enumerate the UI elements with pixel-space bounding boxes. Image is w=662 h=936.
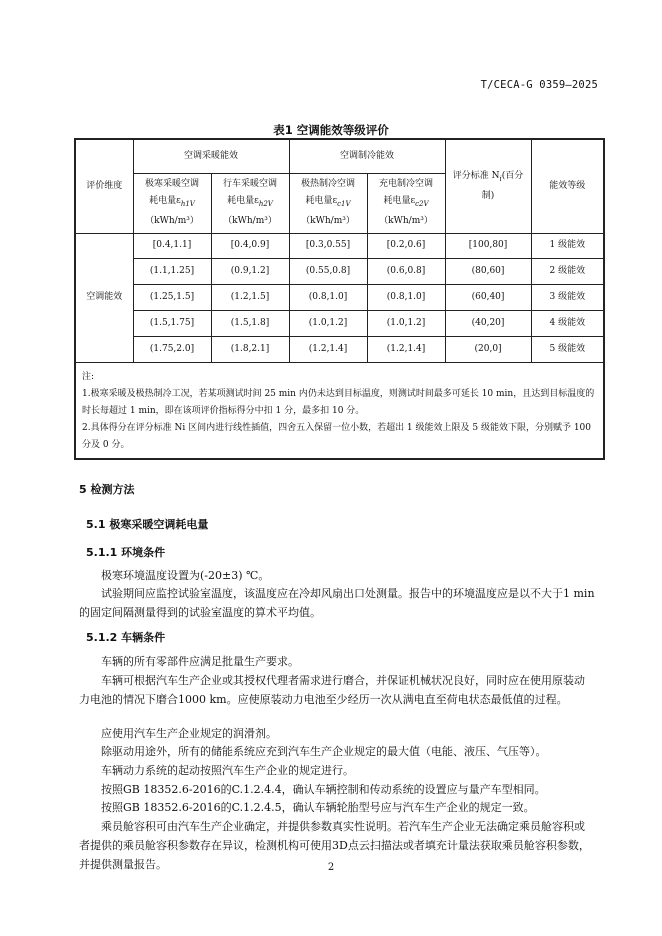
header-cooling-group: 空调制冷能效 [289,139,445,173]
table-cell: [100,80] [445,233,531,258]
table-row [75,310,604,336]
table-cell: (0.55,0.8] [289,258,367,284]
table-cell: 2 级能效 [531,258,604,284]
table-cell: (1.5,1.8] [211,310,289,336]
table-cell: (1.8,2.1] [211,336,289,362]
paragraph: 应使用汽车生产企业规定的润滑剂。 [101,727,277,740]
table-cell: (1.5,1.75] [133,310,211,336]
table-cell: (40,20] [445,310,531,336]
header-h2: 行车采暖空调 耗电量$\varepsilon_{h2V}$ （kWh/m³） [211,173,289,233]
table-cell: 1 级能效 [531,233,604,258]
row-label: 空调能效 [75,233,133,362]
energy-efficiency-table [74,138,605,460]
table-cell: [0.2,0.6] [367,233,445,258]
table-cell: (1.75,2.0] [133,336,211,362]
table-cell: (1.2,1.4] [289,336,367,362]
note-1: 1.极寒采暖及极热制冷工况，若某项测试时间 25 min 内仍未达到目标温度，则测试时间最多可延长 10 min，且达到目标温度的时长每超过 1 min，即在该项评价指标得分中扣 1 分，最多扣 10 分。 [82,388,595,416]
table-cell: 4 级能效 [531,310,604,336]
table-row [75,233,604,258]
paragraph: 按照GB 18352.6-2016的C.1.2.4.5，确认车辆轮胎型号应与汽车生产企业的规定一致。 [101,801,535,814]
header-h1: 极寒采暖空调 耗电量$\varepsilon_{h1V}$ （kWh/m³） [133,173,211,233]
table-row [75,284,604,310]
page-number: 2 [327,862,335,873]
table-cell: (1.25,1.5] [133,284,211,310]
section-5-1-1-heading: 5.1.1 环境条件 [86,546,166,559]
paragraph: 车辆动力系统的起动按照汽车生产企业的规定进行。 [101,764,354,777]
table-cell: (60,40] [445,284,531,310]
table-cell: [0.4,1.1] [133,233,211,258]
table-cell: (1.0,1.2] [289,310,367,336]
paragraph: 极寒环境温度设置为(-20±3) ℃。 [101,569,270,582]
table-cell: (1.0,1.2] [367,310,445,336]
section-5-1-2-heading: 5.1.2 车辆条件 [86,631,166,644]
section-5-1-heading: 5.1 极寒采暖空调耗电量 [86,518,209,531]
paragraph: 车辆的所有零部件应满足批量生产要求。 [101,655,299,668]
paragraph: 按照GB 18352.6-2016的C.1.2.4.4，确认车辆控制和传动系统的设置应与量产车型相同。 [101,783,546,796]
table-cell: 3 级能效 [531,284,604,310]
header-heating-group: 空调采暖能效 [133,139,289,173]
section-5-heading: 5 检测方法 [79,483,135,496]
table-cell: (0.9,1.2] [211,258,289,284]
header-score: 评分标准 $N_i$(百分制) [445,139,531,233]
note-title: 注: [82,371,95,382]
table-cell: [0.4,0.9] [211,233,289,258]
table-cell: (20,0] [445,336,531,362]
table-cell: (1.2,1.4] [367,336,445,362]
table-cell: (0.8,1.0] [289,284,367,310]
header-c1: 极热制冷空调 耗电量$\varepsilon_{c1V}$ （kWh/m³） [289,173,367,233]
paragraph: 乘员舱容积可由汽车生产企业确定，并提供参数真实性说明。若汽车生产企业无法确定乘员舱容积或者提供的乘员舱容积参数存在异议，检测机构可使用3D点云扫描法或者填充计量法获取乘员舱容积参数，并提供测量报告。 [79,820,590,871]
paragraph: 车辆可根据汽车生产企业或其授权代理者需求进行磨合，并保证机械状况良好，同时应在使用原装动力电池的情况下磨合1000 km。应使原装动力电池至少经历一次从满电直至荷电状态最低值的过程。 [79,674,585,706]
table-cell: [0.3,0.55] [289,233,367,258]
header-c2: 充电制冷空调 耗电量$\varepsilon_{c2V}$ （kWh/m³） [367,173,445,233]
table-cell: 5 级能效 [531,336,604,362]
table-title: 表1 空调能效等级评价 [273,123,389,137]
header-dimension: 评价维度 [75,139,133,233]
table-cell: (80,60] [445,258,531,284]
table-cell: (0.6,0.8] [367,258,445,284]
document-code: T/CECA-G 0359—2025 [480,79,598,91]
paragraph: 试验期间应监控试验室温度，该温度应在冷却风扇出口处测量。报告中的环境温度应是以不大于1 min的固定间隔测量得到的试验室温度的算术平均值。 [79,587,595,619]
header-level: 能效等级 [531,139,604,233]
table-cell: (1.1,1.25] [133,258,211,284]
table-row [75,258,604,284]
note-2: 2.具体得分在评分标准 Ni 区间内进行线性插值，四舍五入保留一位小数，若超出 1 级能效上限及 5 级能效下限，分别赋予 100 分及 0 分。 [82,422,591,450]
table-cell: (0.8,1.0] [367,284,445,310]
table-cell: (1.2,1.5] [211,284,289,310]
table-row [75,336,604,362]
paragraph: 除驱动用途外，所有的储能系统应充到汽车生产企业规定的最大值（电能、液压、气压等）。 [101,745,547,758]
table-note [75,362,604,459]
